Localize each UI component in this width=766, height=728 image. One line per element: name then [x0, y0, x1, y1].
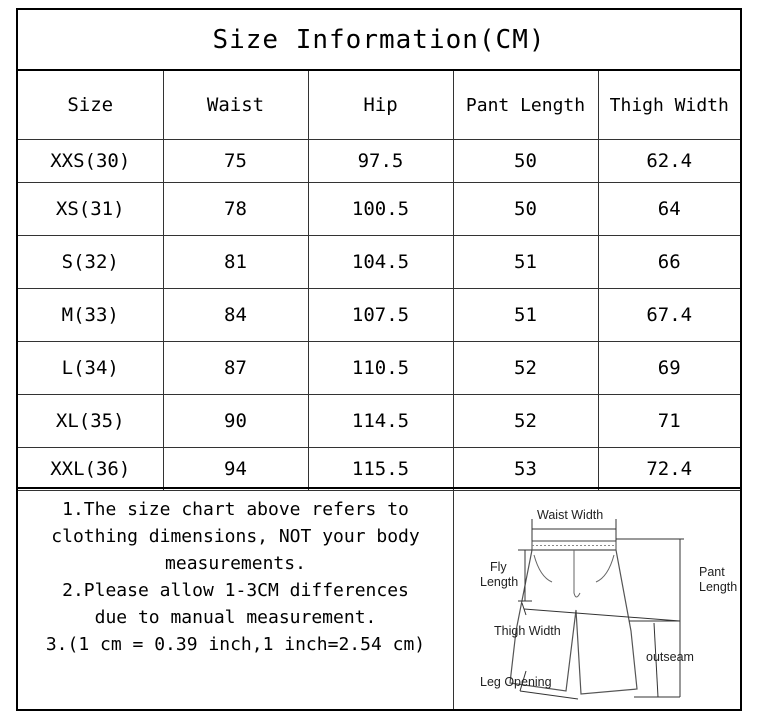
- cell-pant-length: 52: [453, 395, 598, 448]
- size-table: [18, 71, 740, 491]
- cell-thigh-width: 66: [598, 236, 740, 289]
- cell-waist: 78: [163, 183, 308, 236]
- cell-size: S(32): [18, 236, 163, 289]
- cell-thigh-width: 62.4: [598, 140, 740, 183]
- leg-opening-label: Leg Opening: [480, 675, 552, 689]
- cell-hip: 107.5: [308, 289, 453, 342]
- table-row: [18, 395, 740, 448]
- cell-thigh-width: 71: [598, 395, 740, 448]
- pant-length-label: Length: [699, 580, 738, 594]
- cell-thigh-width: 64: [598, 183, 740, 236]
- note-line: 3.(1 cm = 0.39 inch,1 inch=2.54 cm): [45, 634, 426, 655]
- cell-thigh-width: 72.4: [598, 448, 740, 491]
- cell-waist: 81: [163, 236, 308, 289]
- leg-opening-line: [520, 691, 578, 699]
- cell-hip: 97.5: [308, 140, 453, 183]
- cell-waist: 94: [163, 448, 308, 491]
- cell-hip: 110.5: [308, 342, 453, 395]
- table-row: [18, 448, 740, 491]
- header-thigh-width: Thigh Width: [598, 71, 740, 140]
- note-line: clothing dimensions, NOT your body: [51, 526, 420, 547]
- header-size: Size: [18, 71, 163, 140]
- table-row: [18, 183, 740, 236]
- cell-thigh-width: 69: [598, 342, 740, 395]
- note-line: due to manual measurement.: [94, 607, 377, 628]
- note-line: 1.The size chart above refers to: [62, 499, 409, 520]
- header-hip: Hip: [308, 71, 453, 140]
- note-line: measurements.: [165, 553, 306, 574]
- cell-hip: 114.5: [308, 395, 453, 448]
- cell-size: XS(31): [18, 183, 163, 236]
- cell-size: M(33): [18, 289, 163, 342]
- thigh-width-label: Thigh Width: [494, 624, 561, 638]
- waist-width-label: Waist Width: [537, 508, 604, 522]
- table-row: [18, 236, 740, 289]
- table-row: [18, 140, 740, 183]
- header-waist: Waist: [163, 71, 308, 140]
- fly-label: Fly: [490, 560, 507, 574]
- chart-title: Size Information(CM): [18, 10, 740, 71]
- bottom-section: [18, 487, 740, 709]
- cell-size: XXL(36): [18, 448, 163, 491]
- size-chart: [16, 8, 742, 711]
- cell-pant-length: 50: [453, 183, 598, 236]
- note-line: 2.Please allow 1-3CM differences: [62, 580, 409, 601]
- table-row: [18, 289, 740, 342]
- cell-waist: 75: [163, 140, 308, 183]
- cell-size: XL(35): [18, 395, 163, 448]
- table-header-row: [18, 71, 740, 140]
- cell-pant-length: 51: [453, 289, 598, 342]
- pants-diagram-svg: [454, 489, 740, 709]
- cell-hip: 100.5: [308, 183, 453, 236]
- cell-waist: 90: [163, 395, 308, 448]
- cell-size: L(34): [18, 342, 163, 395]
- cell-hip: 104.5: [308, 236, 453, 289]
- table-row: [18, 342, 740, 395]
- cell-waist: 87: [163, 342, 308, 395]
- pants-measurement-diagram: [454, 489, 740, 709]
- header-pant-length: Pant Length: [453, 71, 598, 140]
- cell-pant-length: 52: [453, 342, 598, 395]
- cell-thigh-width: 67.4: [598, 289, 740, 342]
- outseam-label: outseam: [646, 650, 694, 664]
- cell-pant-length: 50: [453, 140, 598, 183]
- cell-pant-length: 53: [453, 448, 598, 491]
- cell-pant-length: 51: [453, 236, 598, 289]
- notes-panel: [18, 489, 454, 709]
- cell-hip: 115.5: [308, 448, 453, 491]
- cell-waist: 84: [163, 289, 308, 342]
- pant-label: Pant: [699, 565, 725, 579]
- cell-size: XXS(30): [18, 140, 163, 183]
- fly-length-label: Length: [480, 575, 519, 589]
